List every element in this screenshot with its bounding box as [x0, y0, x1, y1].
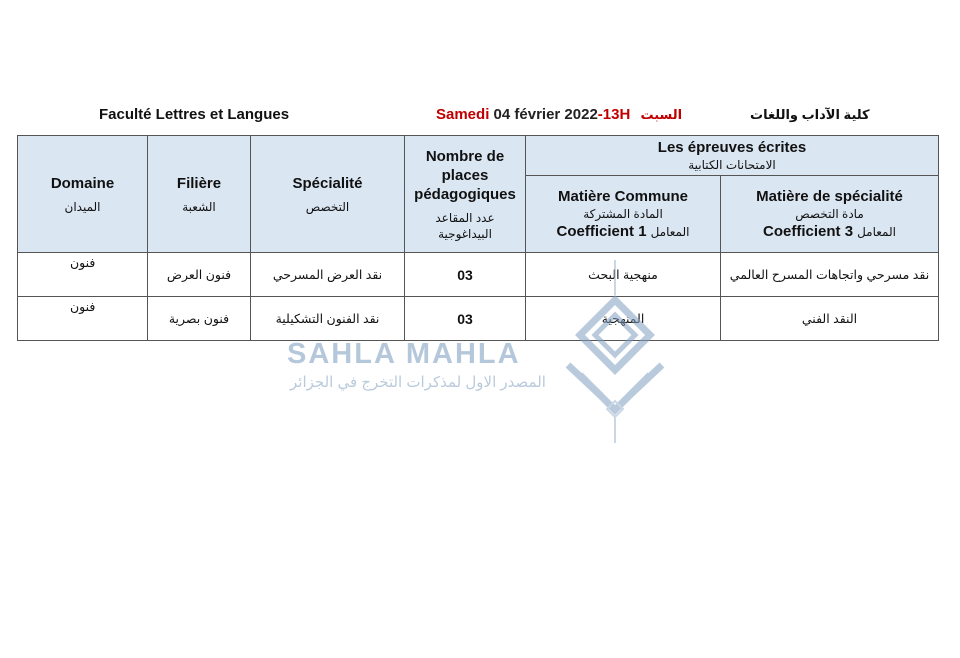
- cell-places: 03: [405, 297, 526, 341]
- day-ar: السبت: [640, 107, 683, 122]
- coef-specialite: Coefficient 3 المعامل: [763, 223, 896, 240]
- day-fr: Samedi: [436, 106, 490, 123]
- cell-specialite: نقد الفنون التشكيلية: [251, 297, 405, 341]
- header-domaine: Domaine الميدان: [18, 136, 148, 253]
- exam-date: [436, 106, 682, 123]
- faculty-title-ar: كلية الآداب واللغات: [750, 107, 870, 122]
- cell-matiere-commune: منهجية البحث: [526, 253, 721, 297]
- cell-places: 03: [405, 253, 526, 297]
- header-specialite: Spécialité التخصص: [251, 136, 405, 253]
- cell-domaine: فنون: [18, 297, 148, 341]
- cell-filiere: فنون بصرية: [148, 297, 251, 341]
- table-row: [18, 253, 939, 297]
- cell-specialite: نقد العرض المسرحي: [251, 253, 405, 297]
- exam-table: [17, 135, 939, 341]
- cell-matiere-specialite: نقد مسرحي واتجاهات المسرح العالمي: [721, 253, 939, 297]
- watermark-tagline: المصدر الاول لمذكرات التخرج في الجزائر: [290, 374, 546, 391]
- coef-commune: Coefficient 1 المعامل: [556, 223, 690, 240]
- header-places: Nombre de places pédagogiques عدد المقاعد البيداغوجية: [405, 136, 526, 253]
- cell-matiere-commune: المنهجية: [526, 297, 721, 341]
- header-matiere-specialite: Matière de spécialité مادة التخصص Coefficient 3 المعامل: [721, 176, 939, 253]
- watermark-brand: SAHLA MAHLA: [287, 338, 521, 370]
- table-row: [18, 297, 939, 341]
- header-filiere: Filière الشعبة: [148, 136, 251, 253]
- header-matiere-commune: Matière Commune المادة المشتركة Coefficient 1 المعامل: [526, 176, 721, 253]
- cell-filiere: فنون العرض: [148, 253, 251, 297]
- cell-domaine: فنون: [18, 253, 148, 297]
- faculty-title-fr: Faculté Lettres et Langues: [99, 106, 290, 123]
- exam-time: -13H: [597, 106, 631, 123]
- header-epreuves: Les épreuves écrites الامتحانات الكتابية: [526, 136, 939, 176]
- date-fr: 04 février 2022: [493, 106, 598, 123]
- cell-matiere-specialite: النقد الفني: [721, 297, 939, 341]
